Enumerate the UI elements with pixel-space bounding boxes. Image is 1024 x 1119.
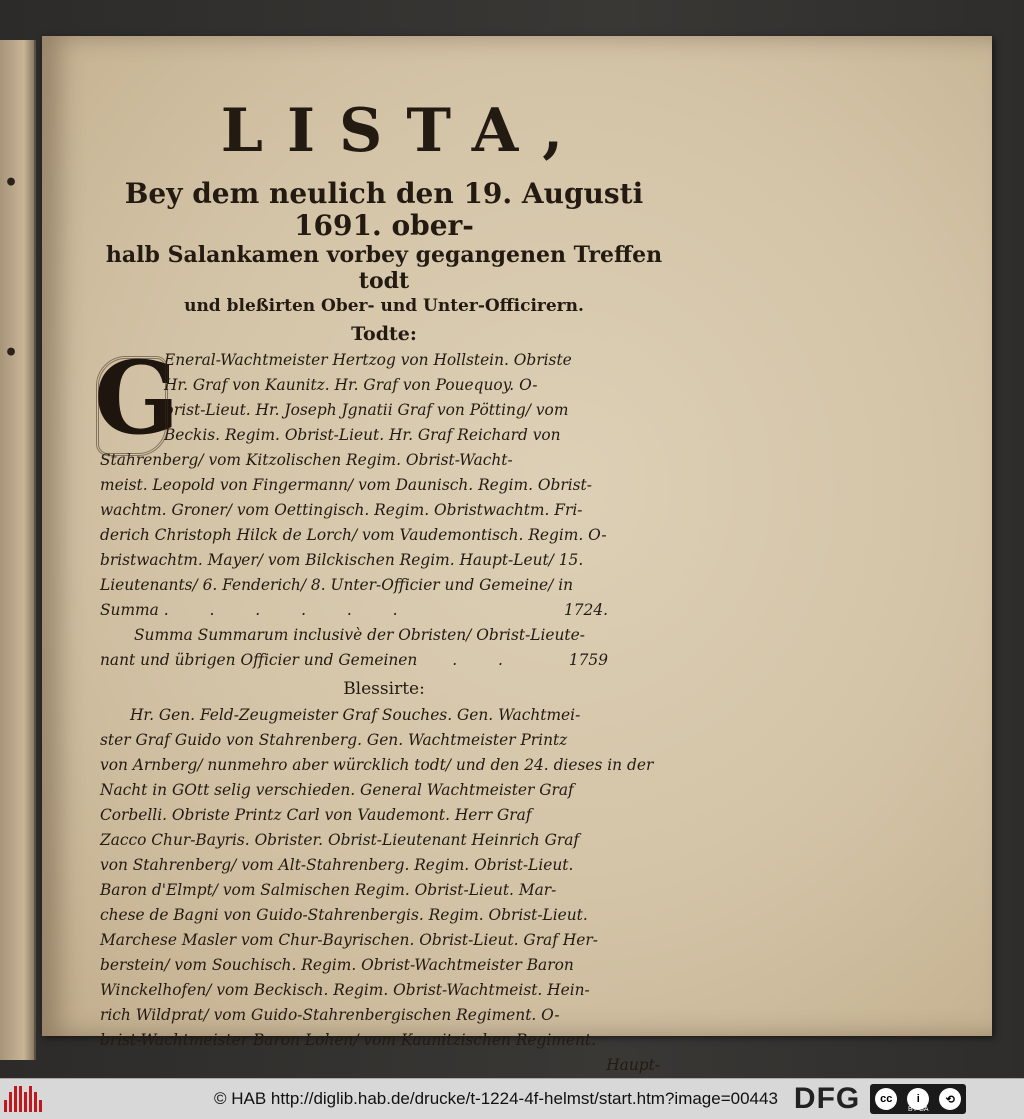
previous-page-edge bbox=[0, 40, 36, 1060]
text-line: bristwachtm. Mayer/ vom Bilckischen Regim. Haupt-Leut/ 15. bbox=[100, 551, 584, 569]
text-line: Beckis. Regim. Obrist-Lieut. Hr. Graf Reichard von bbox=[164, 426, 561, 444]
footer-bar bbox=[0, 1078, 1024, 1119]
text-line: chese de Bagni von Guido-Stahrenbergis. Regim. Obrist-Lieut. bbox=[100, 906, 588, 924]
leader-dots: . . bbox=[452, 651, 521, 669]
text-line: berstein/ vom Souchisch. Regim. Obrist-Wachtmeister Baron bbox=[100, 956, 574, 974]
dead-heading: Todte: bbox=[351, 323, 417, 345]
page-content bbox=[94, 96, 668, 1078]
share-alike-icon: ⟲ bbox=[939, 1088, 961, 1110]
text-line: Corbelli. Obriste Printz Carl von Vaudemont. Herr Graf bbox=[100, 806, 532, 824]
text-line: Eneral-Wachtmeister Hertzog von Hollstein. Obriste bbox=[164, 351, 572, 369]
text-line: Summa Summarum inclusivè der Obristen/ Obrist-Lieute- bbox=[134, 626, 585, 644]
text-line: Zacco Chur-Bayris. Obrister. Obrist-Lieutenant Heinrich Graf bbox=[100, 831, 580, 849]
text-line: Hr. Graf von Kaunitz. Hr. Graf von Pouequoy. O- bbox=[164, 376, 538, 394]
subtitle-line: und bleßirten Ober- und Unter-Officirern. bbox=[184, 296, 584, 316]
dfg-logo: DFG bbox=[793, 1082, 861, 1115]
wounded-list bbox=[100, 703, 668, 1078]
text-line: brist-Wachtmeister Baron Lohen/ vom Kaunitzischen Regiment. bbox=[100, 1031, 597, 1049]
cc-icon: cc bbox=[875, 1088, 897, 1110]
text-line: meist. Leopold von Fingermann/ vom Daunisch. Regim. Obrist- bbox=[100, 476, 592, 494]
text-line: derich Christoph Hilck de Lorch/ vom Vaudemontisch. Regim. O- bbox=[100, 526, 607, 544]
summa-summarum-label: nant und übrigen Officier und Gemeinen bbox=[100, 651, 418, 669]
text-line: rich Wildprat/ vom Guido-Stahrenbergischen Regiment. O- bbox=[100, 1006, 560, 1024]
text-line: brist-Lieut. Hr. Joseph Jgnatii Graf von Pötting/ vom bbox=[164, 401, 569, 419]
hab-logo-icon bbox=[4, 1086, 44, 1112]
summa-summarum-line bbox=[100, 648, 668, 673]
text-line: Marchese Masler vom Chur-Bayrischen. Obrist-Lieut. Graf Her- bbox=[100, 931, 598, 949]
cc-license-badge[interactable] bbox=[870, 1084, 966, 1114]
text-line: Winckelhofen/ vom Beckisch. Regim. Obrist-Wachtmeist. Hein- bbox=[100, 981, 590, 999]
text-line: Baron d'Elmpt/ vom Salmischen Regim. Obrist-Lieut. Mar- bbox=[100, 881, 557, 899]
summa-summarum-total: 1759 bbox=[568, 651, 608, 669]
previous-page-fragment: • bbox=[4, 340, 19, 366]
document-page bbox=[42, 36, 992, 1074]
ornamental-initial: G bbox=[94, 339, 180, 457]
summa-label: Summa bbox=[100, 601, 159, 619]
previous-page-fragment: • bbox=[4, 170, 19, 196]
summa-line bbox=[100, 598, 668, 623]
leader-dots: . . . . . . bbox=[163, 601, 416, 619]
subtitle-line: halb Salankamen vorbey gegangenen Treffen todt bbox=[105, 242, 663, 294]
text-line: Stahrenberg/ vom Kitzolischen Regim. Obrist-Wacht- bbox=[100, 451, 513, 469]
text-line: von Arnberg/ nunmehro aber würcklich todt/ und den 24. dieses in der bbox=[100, 756, 654, 774]
text-line: ster Graf Guido von Stahrenberg. Gen. Wachtmeister Printz bbox=[100, 731, 568, 749]
document-title: LISTA, bbox=[220, 96, 588, 166]
text-line: Nacht in GOtt selig verschieden. General Wachtmeister Graf bbox=[100, 781, 574, 799]
text-line: wachtm. Groner/ vom Oettingisch. Regim. Obristwachtm. Fri- bbox=[100, 501, 583, 519]
text-line: Hr. Gen. Feld-Zeugmeister Graf Souches. Gen. Wachtmei- bbox=[130, 706, 581, 724]
attribution-icon: i bbox=[907, 1088, 929, 1110]
copyright-link[interactable]: © HAB http://diglib.hab.de/drucke/t-1224-4f-helmst/start.htm?image=00443 bbox=[214, 1089, 778, 1108]
subtitle-line: Bey dem neulich den 19. Augusti 1691. ober- bbox=[124, 177, 644, 242]
dead-list bbox=[94, 339, 668, 673]
text-line: von Stahrenberg/ vom Alt-Stahrenberg. Regim. Obrist-Lieut. bbox=[100, 856, 574, 874]
wounded-heading: Blessirte: bbox=[343, 679, 425, 699]
text-line: Lieutenants/ 6. Fenderich/ 8. Unter-Officier und Gemeine/ in bbox=[100, 576, 574, 594]
license-label: BY SA bbox=[908, 1106, 929, 1113]
summa-total: 1724. bbox=[563, 601, 608, 619]
catchword: Haupt- bbox=[606, 1056, 660, 1074]
